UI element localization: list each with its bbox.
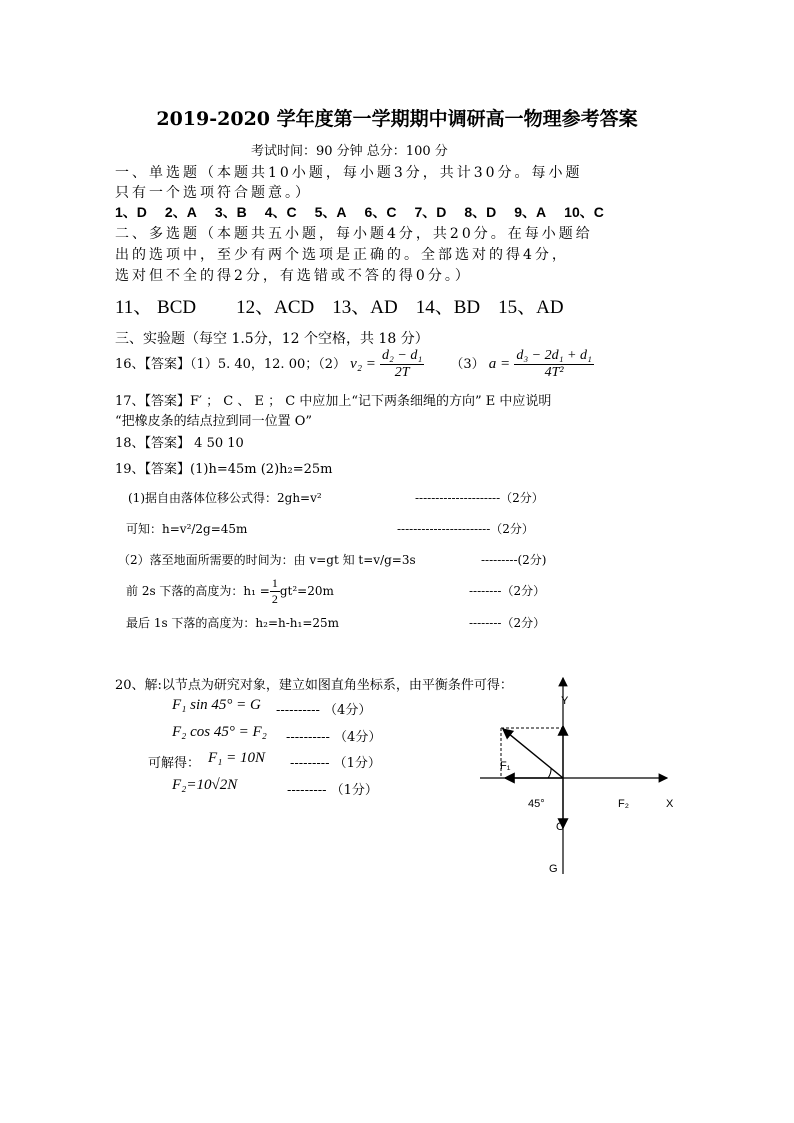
q17-line2: “把橡皮条的结点拉到同一位置 O” (115, 414, 313, 429)
section2-line2: 出的选项中，至少有两个选项是正确的。全部选对的得4分， (115, 247, 569, 263)
label-angle: 45° (528, 798, 545, 810)
q16-a-fraction (514, 348, 594, 381)
answer-item: 4、C (264, 204, 297, 220)
exam-info: 考试时间：90 分钟 总分：100 分 (251, 144, 448, 159)
q17-line1: 17、【答案】F′ ； C 、 E ； C 中应加上“记下两条细绳的方向” E 中应说明 (115, 394, 552, 409)
q19-step3-score: ---------(2分) (481, 553, 547, 567)
answer-item: 5、A (314, 204, 347, 220)
answer-item: 15、AD (498, 297, 564, 318)
fraction-denominator: 2T (394, 365, 410, 380)
q19-step5-score: --------（2分） (469, 616, 546, 630)
answer-item: 10、C (564, 204, 604, 220)
q20-solve-label: 可解得： (148, 756, 201, 771)
q18-answer: 18、【答案】 4 50 10 (115, 436, 244, 451)
fraction-denominator: 2 (271, 592, 278, 606)
q16-v2-fraction (380, 348, 424, 381)
q20-eq3-score: --------- （1分） (290, 756, 381, 771)
section1-answers (115, 202, 604, 222)
q19-step4-prefix: 前 2s 下落的高度为：h₁ = (126, 584, 270, 598)
answer-item: 8、D (464, 204, 497, 220)
page-title: 2019-2020 学年度第一学期期中调研高一物理参考答案 (156, 108, 638, 130)
answer-item: 3、B (214, 204, 247, 220)
section2-line3: 选对但不全的得2分，有选错或不答的得0分。） (115, 268, 472, 284)
force-diagram (470, 668, 710, 883)
answer-item: 7、D (414, 204, 447, 220)
q19-step4 (126, 576, 334, 607)
q20-eq4-score: --------- （1分） (287, 783, 378, 798)
label-origin: O (556, 821, 565, 833)
label-f1: F₁ (500, 760, 511, 772)
q16-a-label: a = (488, 356, 511, 372)
q20-eq2: F₂ cos 45° = F₂ (172, 724, 267, 740)
answer-item: 6、C (364, 204, 397, 220)
q16-answer (115, 348, 594, 381)
q20-eq2-score: ---------- （4分） (286, 730, 382, 745)
answer-item: 13、AD (332, 297, 398, 318)
section3-header: 三、实验题（每空 1.5分，12 个空格，共 18 分） (115, 331, 429, 347)
q19-step5: 最后 1s 下落的高度为：h₂=h-h₁=25m (126, 616, 340, 630)
q20-header: 20、解:以节点为研究对象，建立如图直角坐标系，由平衡条件可得： (115, 678, 513, 693)
q16-part3: （3） (450, 357, 485, 372)
q20-eq4: F₂=10√2N (172, 777, 238, 793)
label-f2: F₂ (618, 798, 629, 810)
answer-item: 12、ACD (236, 297, 315, 318)
q19-step2-score: -----------------------（2分） (397, 522, 534, 536)
angle-arc (548, 768, 551, 778)
section2-line1: 二、多选题（本题共五小题，每小题4分，共20分。在每小题给 (115, 226, 593, 242)
answer-item: 11、 BCD (115, 297, 197, 318)
fraction-numerator: d₃ − 2d₁ + d₁ (516, 348, 592, 363)
q19-step4-score: --------（2分） (469, 584, 546, 598)
answer-item: 14、BD (415, 297, 481, 318)
q20-eq1: F₁ sin 45° = G (172, 697, 261, 713)
section2-answers (115, 292, 582, 319)
label-y: Y (561, 695, 569, 707)
q19-step2: 可知：h=v²/2g=45m (126, 522, 248, 536)
q20-eq3: F₁ = 10N (208, 750, 266, 766)
q19-step1: (1)据自由落体位移公式得：2gh=v² (128, 491, 322, 505)
f1-arrow (503, 729, 563, 778)
label-g: G (549, 863, 558, 875)
fraction-numerator: d₂ − d₁ (382, 348, 423, 363)
one-half-fraction (270, 576, 280, 607)
section1-line2: 只有一个选项符合题意。） (115, 185, 312, 201)
q19-step3: （2）落至地面所需要的时间为：由 v=gt 知 t=v/g=3s (118, 553, 416, 567)
answer-item: 9、A (514, 204, 547, 220)
answer-item: 1、D (115, 204, 147, 220)
q20-eq1-score: ---------- （4分） (276, 703, 372, 718)
label-x: X (666, 798, 674, 810)
fraction-numerator: 1 (271, 576, 278, 590)
fraction-denominator: 4T² (544, 365, 564, 380)
q16-prefix: 16、【答案】（1）5. 40，12. 00；（2） (115, 357, 347, 372)
q16-v2-label: v₂ = (350, 356, 376, 372)
answer-item: 2、A (164, 204, 197, 220)
q19-step1-score: ---------------------（2分） (415, 491, 544, 505)
section1-line1: 一、单选题（本题共10小题，每小题3分，共计30分。每小题 (115, 165, 583, 181)
q19-header: 19、【答案】(1)h=45m (2)h₂=25m (115, 462, 333, 477)
q19-step4-suffix: gt²=20m (279, 584, 334, 598)
